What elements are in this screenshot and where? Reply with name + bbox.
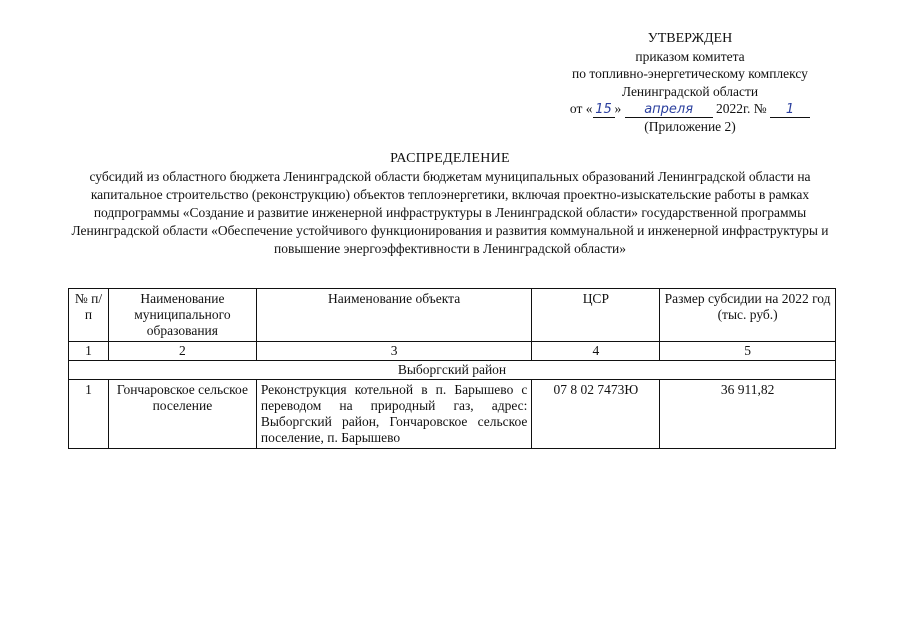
column-number: 1: [69, 342, 109, 361]
document-subtitle: субсидий из областного бюджета Ленинградской области бюджетам муниципальных образований Ленинградской области на капитальное строительство (реконструкцию) объектов теплоэнергетики, включая проектно-изыскательские работы в рамках подпрограммы «Создание и развитие инженерной инфраструктуры в Ленинградской области» государственной программы Ленинградской области «Обеспечение устойчивого функционирования и развития коммунальной и инженерной инфраструктуры и повышение энергоэффективности в Ленинградской области»: [71, 169, 829, 256]
approval-line-order: приказом комитета: [635, 48, 745, 64]
header-subsidy: Размер субсидии на 2022 год (тыс. руб.): [660, 289, 836, 342]
table-row: [69, 380, 836, 449]
handwritten-day: 15: [593, 103, 615, 118]
appendix-label: (Приложение 2): [644, 119, 736, 134]
approval-line-region: Ленинградской области: [621, 83, 759, 99]
row-num: 1: [69, 380, 109, 449]
document-heading: [60, 150, 840, 258]
header-num: № п/п: [69, 289, 109, 342]
column-number-row: [69, 342, 836, 361]
subsidy-table: [68, 288, 836, 449]
date-year: 2022г. №: [716, 101, 767, 116]
district-row: [69, 361, 836, 380]
approval-title: УТВЕРЖДЕН: [647, 31, 733, 46]
date-prefix: от «: [569, 101, 593, 116]
approval-block: [540, 30, 840, 136]
column-number: 5: [660, 342, 836, 361]
handwritten-order-number: 1: [770, 103, 810, 118]
document-title: РАСПРЕДЕЛЕНИЕ: [390, 151, 510, 166]
column-number: 4: [532, 342, 660, 361]
column-number: 3: [256, 342, 532, 361]
approval-date-line: [540, 100, 840, 118]
approval-line-committee: по топливно-энергетическому комплексу: [572, 66, 808, 81]
header-csr: ЦСР: [532, 289, 660, 342]
district-label: Выборгский район: [69, 361, 836, 380]
header-object: Наименование объекта: [256, 289, 532, 342]
row-municipality: Гончаровское сельское поселение: [108, 380, 256, 449]
row-subsidy: 36 911,82: [660, 380, 836, 449]
handwritten-month: апреля: [625, 103, 713, 118]
header-municipality: Наименование муниципального образования: [108, 289, 256, 342]
date-mid: »: [614, 101, 622, 116]
row-csr: 07 8 02 7473Ю: [532, 380, 660, 449]
table-header-row: [69, 289, 836, 342]
column-number: 2: [108, 342, 256, 361]
row-object: Реконструкция котельной в п. Барышево с переводом на природный газ, адрес: Выборгский район, Гончаровское сельское поселение, п. Барышево: [256, 380, 532, 449]
